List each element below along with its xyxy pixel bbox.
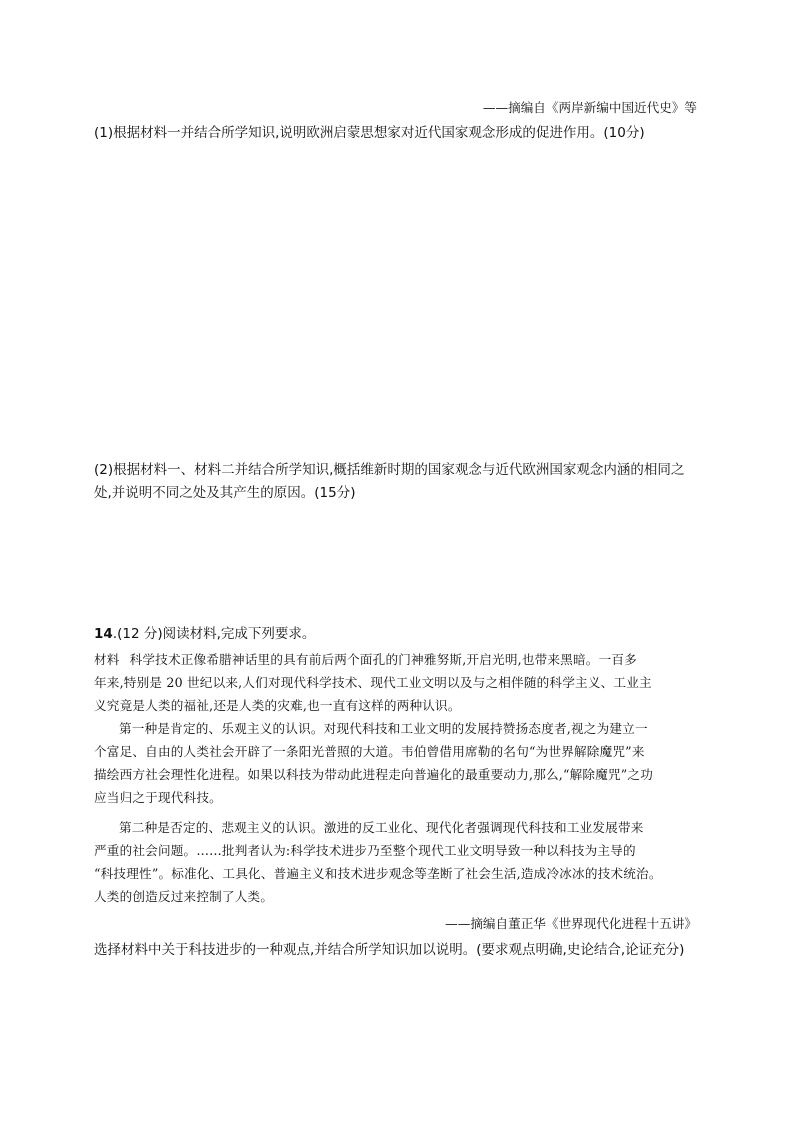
source-citation-bottom: ——摘编自董正华《世界现代化进程十五讲》 [445, 916, 697, 931]
question-14-header [94, 624, 315, 644]
material-line: 第一种是肯定的、乐观主义的认识。对现代科技和工业文明的发展持赞扬态度者,视之为建立一 [119, 721, 648, 736]
source-citation-top: ——摘编自《两岸新编中国近代史》等 [482, 100, 697, 115]
material-line: 义究竟是人类的福祉,还是人类的灾难,也一直有这样的两种认识。 [94, 698, 461, 713]
material-line: 个富足、自由的人类社会开辟了一条阳光普照的大道。韦伯曾借用席勒的名句“为世界解除魔咒”来 [94, 744, 645, 759]
material-line: 严重的社会问题。……批判者认为:科学技术进步乃至整个现代工业文明导致一种以科技为主导的 [94, 843, 636, 858]
material-line: 人类的创造反过来控制了人类。 [94, 889, 274, 904]
material-line: 应当归之于现代科技。 [94, 790, 222, 805]
material-text: 科学技术正像希腊神话里的具有前后两个面孔的门神雅努斯,开启光明,也带来黑暗。一百多 [129, 652, 637, 667]
question-14-task: 选择材料中关于科技进步的一种观点,并结合所学知识加以说明。(要求观点明确,史论结合,论证充分) [94, 942, 685, 958]
material-line: “科技理性”。标准化、工具化、普遍主义和技术进步观念等垄断了社会生活,造成冷冰冰的技术统治。 [94, 866, 662, 881]
material-line: 年来,特别是 20 世纪以来,人们对现代科学技术、现代工业文明以及与之相伴随的科学主义、工业主 [94, 675, 652, 690]
question-number: 14 [94, 626, 113, 642]
material-line [94, 650, 637, 670]
material-label: 材料 [94, 652, 120, 667]
material-line: 第二种是否定的、悲观主义的认识。激进的反工业化、现代化者强调现代科技和工业发展带来 [119, 820, 644, 835]
question-13-part-1: (1)根据材料一并结合所学知识,说明欧洲启蒙思想家对近代国家观念形成的促进作用。(10分) [94, 125, 645, 141]
material-line: 描绘西方社会理性化进程。如果以科技为带动此进程走向普遍化的最重要动力,那么,“解除魔咒”之功 [94, 767, 654, 782]
question-14-header-text: .(12 分)阅读材料,完成下列要求。 [112, 626, 316, 642]
question-13-part-2-line-2: 处,并说明不同之处及其产生的原因。(15分) [94, 485, 356, 501]
question-13-part-2-line-1: (2)根据材料一、材料二并结合所学知识,概括维新时期的国家观念与近代欧洲国家观念内涵的相同之 [94, 462, 685, 478]
